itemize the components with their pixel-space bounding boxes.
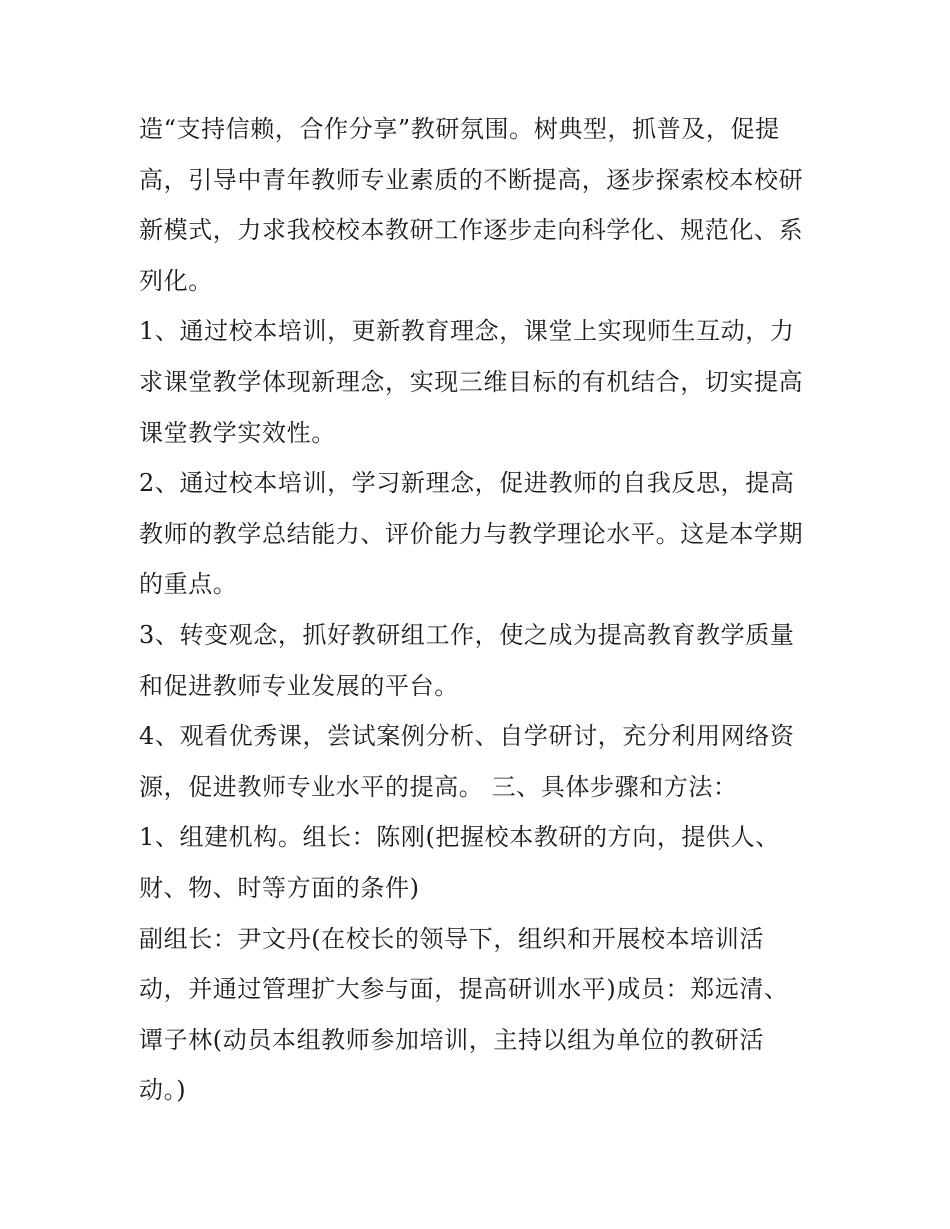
text-line: 4、观看优秀课，尝试案例分析、自学研讨，充分利用网络资 <box>139 722 795 751</box>
text-line: 教师的教学总结能力、评价能力与教学理论水平。这是本学期 <box>139 519 804 548</box>
text-line: 的重点。 <box>139 570 238 599</box>
text-line: 1、组建机构。组长：陈刚(把握校本教研的方向，提供人、 <box>139 823 780 852</box>
text-line: 造“支持信赖，合作分享”教研氛围。树典型，抓普及，促提 <box>139 115 780 143</box>
text-line: 副组长：尹文丹(在校长的领导下，组织和开展校本培训活 <box>139 924 764 953</box>
text-line: 源，促进教师专业水平的提高。 三、具体步骤和方法： <box>139 772 738 801</box>
text-line: 列化。 <box>139 266 213 295</box>
text-line: 求课堂教学体现新理念，实现三维目标的有机结合，切实提高 <box>139 367 804 396</box>
document-body <box>139 104 819 1116</box>
text-line: 动，并通过管理扩大参与面，提高研训水平)成员：郑远清、 <box>139 975 789 1004</box>
text-line: 1、通过校本培训，更新教育理念，课堂上实现师生互动，力 <box>139 317 795 346</box>
text-line: 新模式，力求我校校本教研工作逐步走向科学化、规范化、系 <box>139 216 804 245</box>
text-line: 3、转变观念，抓好教研组工作，使之成为提高教育教学质量 <box>139 620 795 649</box>
text-line: 和促进教师专业发展的平台。 <box>139 671 459 700</box>
text-line: 2、通过校本培训，学习新理念，促进教师的自我反思，提高 <box>139 469 795 498</box>
text-line: 动。) <box>139 1076 187 1105</box>
text-line: 高，引导中青年教师专业素质的不断提高，逐步探索校本校研 <box>139 165 804 194</box>
text-line: 谭子林(动员本组教师参加培训，主持以组为单位的教研活 <box>139 1025 764 1054</box>
text-line: 财、物、时等方面的条件) <box>139 873 420 902</box>
text-line: 课堂教学实效性。 <box>139 418 336 447</box>
